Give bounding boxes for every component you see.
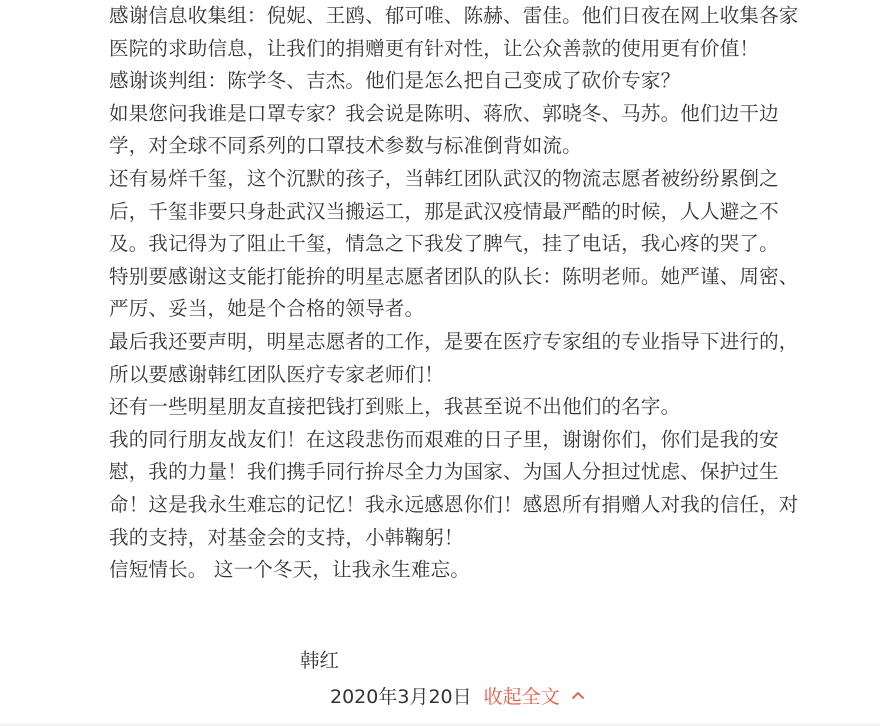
article-line: 最后我还要声明，明星志愿者的工作，是要在医疗专家组的专业指导下进行的， <box>109 329 799 353</box>
article-line: 命！这是我永生难忘的记忆！我永远感恩你们！感恩所有捐赠人对我的信任，对 <box>109 492 799 516</box>
publish-date: 2020年3月20日 <box>330 685 472 708</box>
article-line: 信短情长。 这一个冬天，让我永生难忘。 <box>109 558 470 582</box>
article-line: 学，对全球不同系列的口罩技术参数与标准倒背如流。 <box>109 134 582 158</box>
article-line: 我的支持，对基金会的支持，小韩鞠躬！ <box>109 525 464 549</box>
author-signature: 韩红 <box>300 649 340 672</box>
article-line: 还有易烊千玺，这个沉默的孩子，当韩红团队武汉的物流志愿者被纷纷累倒之 <box>109 166 779 190</box>
article-line: 所以要感谢韩红团队医疗专家老师们！ <box>109 362 444 386</box>
collapse-article-button[interactable] <box>484 682 586 709</box>
article-line: 如果您问我谁是口罩专家？我会说是陈明、蒋欣、郭晓冬、马苏。他们边干边 <box>109 101 779 125</box>
collapse-label: 收起全文 <box>483 685 560 708</box>
article-line: 严厉、妥当，她是个合格的领导者。 <box>109 297 425 321</box>
article-line: 我的同行朋友战友们！在这段悲伤而艰难的日子里，谢谢你们，你们是我的安 <box>109 427 779 451</box>
article-line: 感谢信息收集组：倪妮、王鸥、郁可唯、陈赫、雷佳。他们日夜在网上收集各家 <box>109 4 799 27</box>
article-line: 后，千玺非要只身赴武汉当搬运工，那是武汉疫情最严酷的时候，人人避之不 <box>109 199 779 223</box>
article-body <box>109 0 869 587</box>
article-line: 特别要感谢这支能打能拚的明星志愿者团队的队长：陈明老师。她严谨、周密、 <box>109 264 799 288</box>
article-footer <box>330 679 586 711</box>
article-line: 慰，我的力量！我们携手同行拚尽全力为国家、为国人分担过忧虑、保护过生 <box>109 460 779 484</box>
chevron-up-icon <box>570 687 586 703</box>
article-line: 感谢谈判组：陈学冬、吉杰。他们是怎么把自己变成了砍价专家？ <box>109 69 681 93</box>
article-line: 及。我记得为了阻止千玺，情急之下我发了脾气，挂了电话，我心疼的哭了。 <box>109 232 779 256</box>
article-line: 医院的求助信息，让我们的捐赠更有针对性，让公众善款的使用更有价值！ <box>109 36 760 60</box>
article-line: 还有一些明星朋友直接把钱打到账上，我甚至说不出他们的名字。 <box>109 395 681 419</box>
